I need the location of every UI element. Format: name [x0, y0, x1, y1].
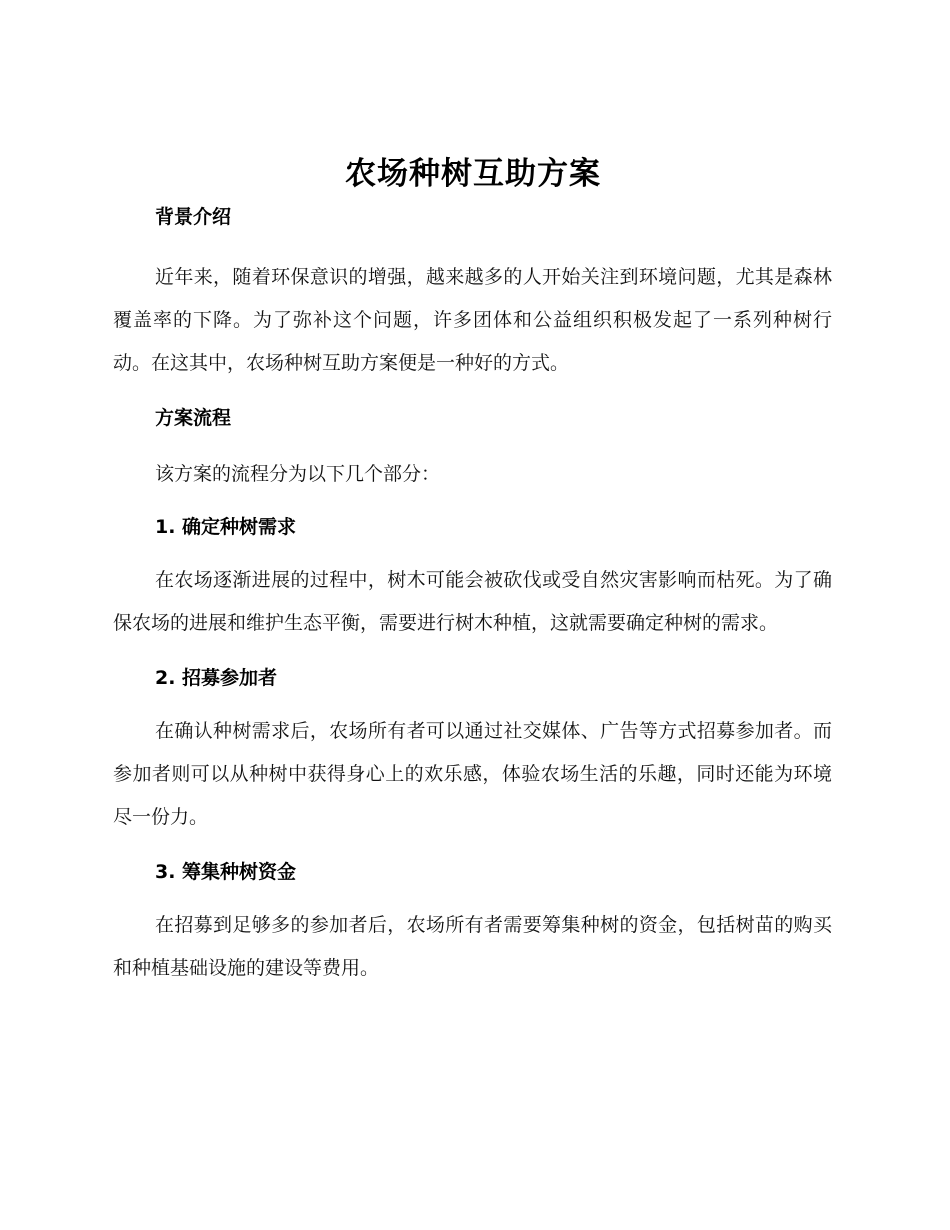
heading-flow: 方案流程: [155, 407, 232, 429]
paragraph-background: 近年来，随着环保意识的增强，越来越多的人开始关注到环境问题，尤其是森林覆盖率的下降。为了弥补这个问题，许多团体和公益组织积极发起了一系列种树行动。在这其中，农场种树互助方案便是一种好的方式。: [113, 266, 832, 374]
paragraph-step-2: 在确认种树需求后，农场所有者可以通过社交媒体、广告等方式招募参加者。而参加者则可以从种树中获得身心上的欢乐感，体验农场生活的乐趣，同时还能为环境尽一份力。: [113, 720, 832, 828]
heading-step-1: 1. 确定种树需求: [155, 516, 297, 538]
document-title: 农场种树互助方案: [345, 156, 601, 192]
document-page: [113, 150, 833, 990]
heading-background: 背景介绍: [155, 206, 232, 228]
heading-step-3: 3. 筹集种树资金: [155, 861, 297, 883]
paragraph-flow-intro: 该方案的流程分为以下几个部分：: [155, 463, 441, 485]
paragraph-step-1: 在农场逐渐进展的过程中，树木可能会被砍伐或受自然灾害影响而枯死。为了确保农场的进展和维护生态平衡，需要进行树木种植，这就需要确定种树的需求。: [113, 569, 832, 634]
paragraph-step-3: 在招募到足够多的参加者后，农场所有者需要筹集种树的资金，包括树苗的购买和种植基础设施的建设等费用。: [113, 914, 832, 979]
heading-step-2: 2. 招募参加者: [155, 667, 278, 689]
